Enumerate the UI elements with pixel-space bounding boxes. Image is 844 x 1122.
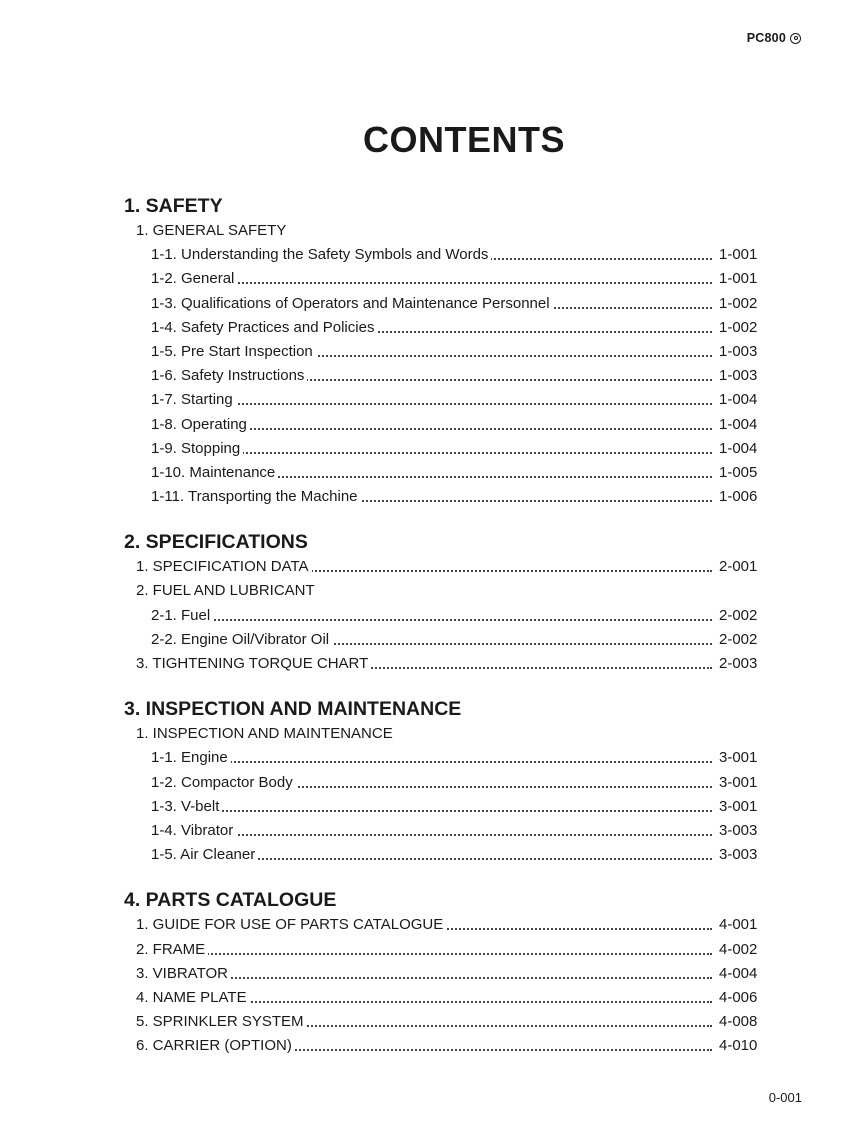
toc-entry[interactable] — [0, 913, 844, 937]
toc-entry-label: 1. GENERAL SAFETY — [136, 219, 289, 243]
toc-entry[interactable] — [0, 962, 844, 986]
toc-entry-label: 6. CARRIER (OPTION) — [136, 1034, 295, 1058]
toc-entry-page: 1-001 — [719, 246, 758, 264]
toc-entry-label: 1-2. General — [151, 267, 237, 291]
toc-entry[interactable] — [0, 652, 844, 676]
toc-entry[interactable] — [0, 604, 844, 628]
toc-entry-label: 3. VIBRATOR — [136, 962, 231, 986]
toc-entry[interactable] — [0, 986, 844, 1010]
toc-entry-page: 1-004 — [719, 391, 758, 409]
toc-entry-label: 1-3. V-belt — [151, 795, 222, 819]
toc-entry-page: 4-001 — [719, 916, 758, 934]
toc-entry-label: 1-9. Stopping — [151, 437, 243, 461]
toc-entry-page: 1-002 — [719, 294, 758, 312]
toc-entry[interactable] — [0, 388, 844, 412]
toc-entry-label: 1-2. Compactor Body — [151, 771, 296, 795]
dot-leader — [151, 810, 712, 812]
toc-entry[interactable] — [0, 722, 844, 746]
toc-entry-label: 1. INSPECTION AND MAINTENANCE — [136, 722, 396, 746]
toc-entry[interactable] — [0, 437, 844, 461]
toc-entry-page: 4-006 — [719, 988, 758, 1006]
toc-entry-label: 1-8. Operating — [151, 413, 250, 437]
section-heading: 4. PARTS CATALOGUE — [124, 889, 337, 912]
toc-entry-label: 2-2. Engine Oil/Vibrator Oil — [151, 628, 332, 652]
toc-entry-page: 2-002 — [719, 606, 758, 624]
toc-entry-label: 1-7. Starting — [151, 388, 236, 412]
toc-entry-page: 4-004 — [719, 964, 758, 982]
toc-entry[interactable] — [0, 628, 844, 652]
toc-entry-page: 3-001 — [719, 773, 758, 791]
section-heading: 2. SPECIFICATIONS — [124, 531, 308, 554]
toc-entry-page: 1-003 — [719, 367, 758, 385]
toc-entry-label: 2. FRAME — [136, 938, 208, 962]
toc-entry-page: 1-005 — [719, 463, 758, 481]
toc-entry-label: 1-4. Safety Practices and Policies — [151, 316, 377, 340]
toc-section — [0, 887, 844, 1058]
toc-entry[interactable] — [0, 267, 844, 291]
footer-page-number: 0-001 — [768, 1090, 802, 1105]
toc-entry-page: 4-002 — [719, 940, 758, 958]
section-heading: 1. SAFETY — [124, 195, 223, 217]
toc-entry[interactable] — [0, 316, 844, 340]
model-code-header — [747, 31, 801, 45]
table-of-contents — [0, 193, 844, 1078]
dot-leader — [151, 761, 712, 763]
toc-entry-page: 2-002 — [719, 630, 758, 648]
toc-entry-label: 2. FUEL AND LUBRICANT — [136, 579, 318, 603]
toc-entry-label: 1-10. Maintenance — [151, 461, 278, 485]
toc-section — [0, 529, 844, 676]
toc-entry[interactable] — [0, 1034, 844, 1058]
toc-entry-label: 1-11. Transporting the Machine — [151, 485, 361, 509]
dot-leader — [151, 619, 712, 621]
toc-entry[interactable] — [0, 461, 844, 485]
toc-entry[interactable] — [0, 1010, 844, 1034]
toc-entry-label: 1-5. Pre Start Inspection — [151, 340, 316, 364]
revision-mark-icon — [790, 33, 801, 44]
toc-entry-page: 1-002 — [719, 318, 758, 336]
toc-entry-page: 3-001 — [719, 797, 758, 815]
toc-entry[interactable] — [0, 292, 844, 316]
toc-entry-page: 2-003 — [719, 655, 758, 672]
toc-entry[interactable] — [0, 555, 844, 579]
toc-entry-page: 3-003 — [719, 846, 758, 864]
toc-entry[interactable] — [0, 819, 844, 843]
toc-entry-label: 3. TIGHTENING TORQUE CHART — [136, 652, 371, 676]
toc-section — [0, 193, 844, 509]
toc-entry-page: 1-001 — [719, 270, 758, 288]
toc-entry-label: 1-5. Air Cleaner — [151, 843, 258, 867]
toc-entry[interactable] — [0, 364, 844, 388]
toc-entry-page: 1-004 — [719, 439, 758, 457]
toc-entry-label: 1-3. Qualifications of Operators and Maintenance Personnel — [151, 292, 553, 316]
toc-entry[interactable] — [0, 843, 844, 867]
toc-entry-label: 1-1. Engine — [151, 746, 231, 770]
toc-entry[interactable] — [0, 485, 844, 509]
toc-section — [0, 696, 844, 867]
toc-entry[interactable] — [0, 413, 844, 437]
toc-entry-page: 4-008 — [719, 1013, 758, 1031]
toc-entry-page: 2-001 — [719, 558, 758, 576]
toc-entry[interactable] — [0, 579, 844, 603]
section-heading: 3. INSPECTION AND MAINTENANCE — [124, 698, 462, 721]
toc-entry-page: 1-004 — [719, 415, 758, 433]
toc-entry-page: 3-001 — [719, 749, 758, 767]
toc-entry-label: 1-4. Vibrator — [151, 819, 236, 843]
toc-entry-label: 1. SPECIFICATION DATA — [136, 555, 312, 579]
toc-entry-label: 1. GUIDE FOR USE OF PARTS CATALOGUE — [136, 913, 446, 937]
toc-entry-label: 4. NAME PLATE — [136, 986, 250, 1010]
toc-entry-label: 2-1. Fuel — [151, 604, 213, 628]
toc-entry-label: 1-6. Safety Instructions — [151, 364, 307, 388]
model-code: PC800 — [746, 31, 786, 45]
toc-entry-page: 3-003 — [719, 821, 758, 839]
toc-entry-label: 1-1. Understanding the Safety Symbols and Words — [151, 243, 491, 267]
toc-entry-label: 5. SPRINKLER SYSTEM — [136, 1010, 307, 1034]
toc-entry-page: 4-010 — [719, 1037, 758, 1055]
dot-leader — [136, 953, 712, 955]
toc-entry-page: 1-003 — [719, 342, 758, 360]
page-title: CONTENTS — [363, 119, 565, 160]
toc-entry[interactable] — [0, 938, 844, 962]
toc-entry[interactable] — [0, 219, 844, 243]
toc-entry[interactable] — [0, 243, 844, 267]
toc-entry[interactable] — [0, 340, 844, 364]
toc-entry[interactable] — [0, 771, 844, 795]
toc-entry-page: 1-006 — [719, 488, 758, 506]
toc-entry[interactable] — [0, 795, 844, 819]
toc-entry[interactable] — [0, 746, 844, 770]
